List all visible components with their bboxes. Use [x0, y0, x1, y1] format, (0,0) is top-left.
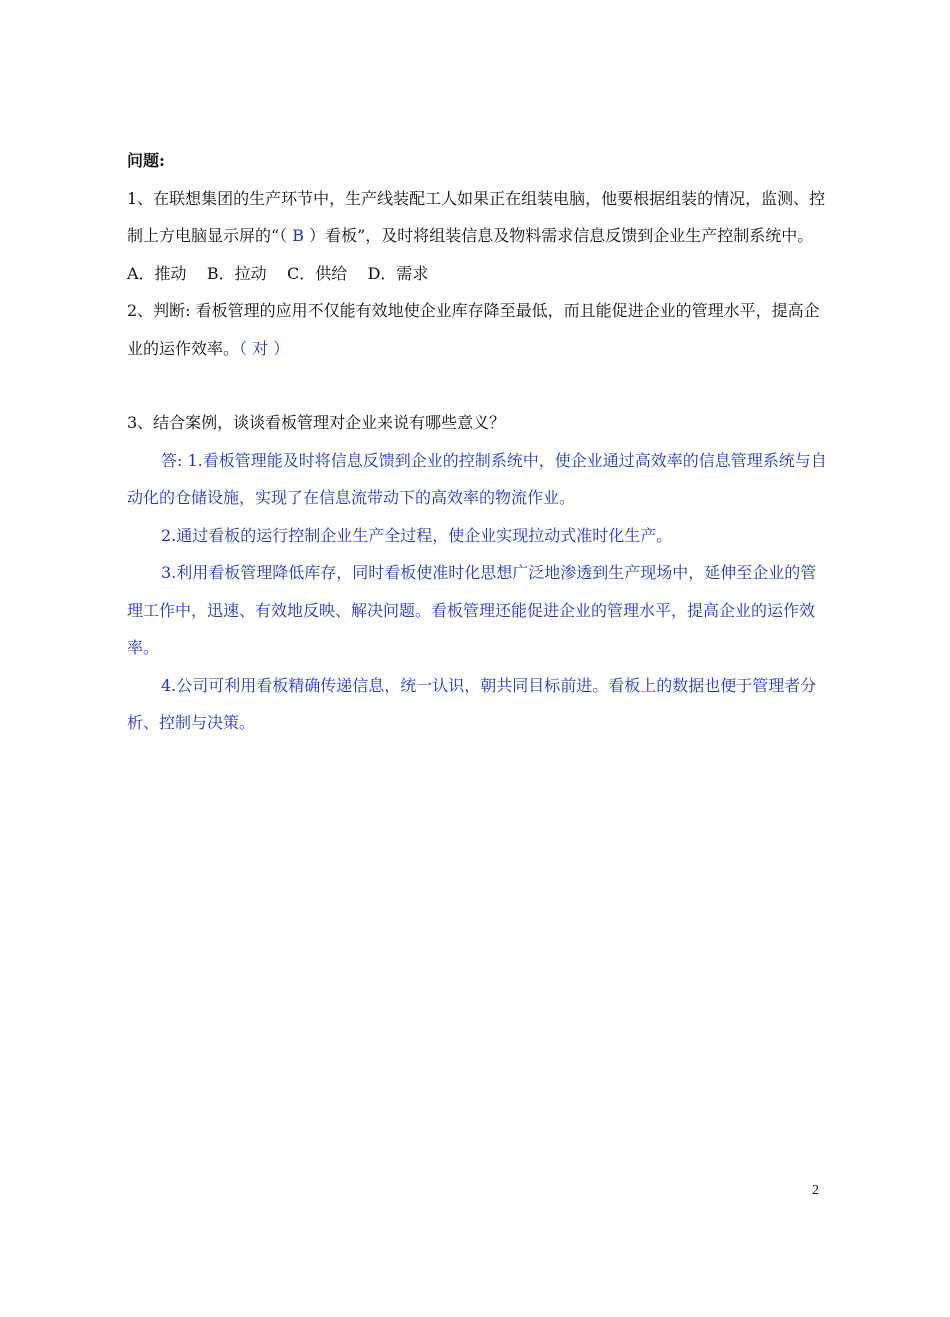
question-3: 3、结合案例，谈谈看板管理对企业来说有哪些意义？ [127, 413, 506, 432]
page-number: 2 [812, 1183, 819, 1198]
question-1-text-after: ）看板”，及时将组装信息及物料需求信息反馈到企业生产控制系统中。 [309, 226, 814, 245]
answer-paragraph-4: 4.公司可利用看板精确传递信息，统一认识，朝共同目标前进。看板上的数据也便于管理者分析、控制与决策。 [127, 675, 817, 732]
spacer [127, 367, 827, 404]
question-2 [127, 292, 827, 367]
question-2-answer: （ 对 ） [239, 338, 290, 358]
answer-paragraph-1: 答: 1.看板管理能及时将信息反馈到企业的控制系统中，使企业通过高效率的信息管理系统与自动化的仓储设施，实现了在信息流带动下的高效率的物流作业。 [127, 450, 827, 507]
question-1-options: A．推动 B．拉动 C．供给 D．需求 [127, 263, 429, 283]
answer-paragraph-2: 2.通过看板的运行控制企业生产全过程，使企业实现拉动式准时化生产。 [161, 525, 673, 545]
document-body [127, 142, 827, 742]
question-2-text: 2、判断: 看板管理的应用不仅能有效地使企业库存降至最低，而且能促进企业的管理水平，提高企业的运作效率。 [127, 301, 820, 358]
section-heading: 问题: [127, 151, 165, 170]
question-1-text-before: 1、在联想集团的生产环节中，生产线装配工人如果正在组装电脑，他要根据组装的情况，监测、控制上方电脑显示屏的“（ [127, 188, 826, 245]
answer-paragraph-3: 3.利用看板管理降低库存，同时看板使准时化思想广泛地渗透到生产现场中，延伸至企业的管理工作中，迅速、有效地反映、解决问题。看板管理还能促进企业的管理水平，提高企业的运作效率。 [127, 563, 817, 657]
question-1-answer: B [287, 226, 310, 245]
question-1 [127, 180, 827, 255]
